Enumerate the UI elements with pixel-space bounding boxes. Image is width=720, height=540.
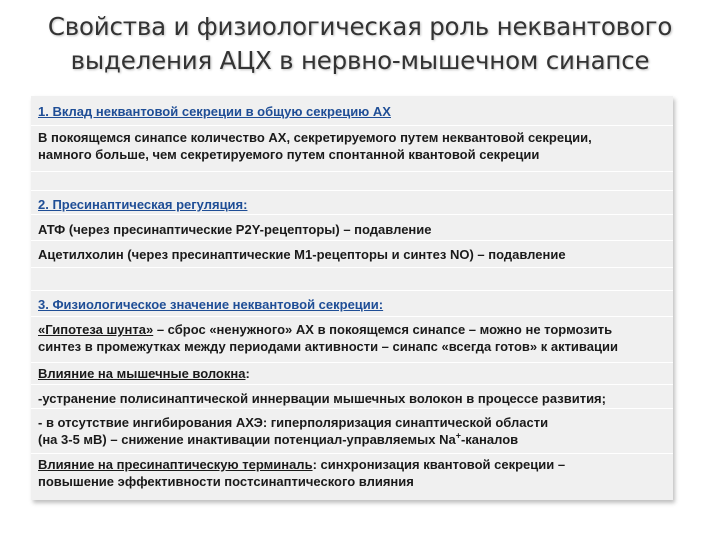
row-divider — [31, 290, 673, 291]
shunt-hypothesis-line-2: синтез в промежутках между периодами активности – синапс «всегда готов» к активации — [38, 339, 618, 354]
muscle-influence-item-1: -устранение полисинаптической иннервации мышечных волокон в процессе развития; — [38, 391, 606, 406]
muscle-influence-heading — [38, 366, 668, 383]
presynaptic-influence-label: Влияние на пресинаптическую терминаль — [38, 457, 313, 472]
presynaptic-influence-line-2: повышение эффективности постсинаптического влияния — [38, 474, 414, 489]
presynaptic-influence-text: : синхронизация квантовой секреции – — [312, 457, 566, 472]
row-divider — [31, 240, 673, 241]
page-title — [30, 10, 690, 78]
shunt-hypothesis-text: – сброс «ненужного» АХ в покоящемся синапсе – можно не тормозить — [153, 322, 613, 337]
section-3-header: 3. Физиологическое значение неквантовой секреции: — [38, 297, 384, 312]
presynaptic-influence-line-1 — [38, 457, 668, 474]
row-divider — [31, 214, 673, 215]
atp-regulation: АТФ (через пресинаптические Р2Y-рецепторы) – подавление — [38, 222, 432, 237]
muscle-influence-item-2-line-1: - в отсутствие ингибирования АХЭ: гиперполяризация синаптической области — [38, 415, 549, 430]
section-1-text-line-1: В покоящемся синапсе количество АХ, секретируемого путем неквантовой секреции, — [38, 130, 592, 145]
row-divider — [31, 362, 673, 363]
muscle-influence-item-2-text: (на 3-5 мВ) – снижение инактивации потенциал-управляемых Na — [38, 432, 456, 447]
row-divider — [31, 384, 673, 385]
shunt-hypothesis-line-1 — [38, 322, 668, 339]
sodium-charge-superscript: + — [455, 430, 461, 441]
row-divider — [31, 190, 673, 191]
muscle-influence-colon: : — [245, 366, 250, 381]
muscle-influence-item-2-suffix: -каналов — [460, 432, 519, 447]
title-line-1: Свойства и физиологическая роль неквантового — [47, 12, 673, 41]
row-divider — [31, 125, 673, 126]
row-divider — [31, 316, 673, 317]
row-divider — [31, 453, 673, 454]
ach-regulation: Ацетилхолин (через пресинаптические М1-рецепторы и синтез NO) – подавление — [38, 247, 566, 262]
muscle-influence-item-2-line-2 — [38, 432, 668, 449]
row-divider — [31, 267, 673, 268]
section-1-text-line-2: намного больше, чем секретируемого путем спонтанной квантовой секреции — [38, 147, 540, 162]
section-1-header: 1. Вклад неквантовой секреции в общую секрецию АХ — [38, 104, 391, 119]
row-divider — [31, 171, 673, 172]
section-2-header: 2. Пресинаптическая регуляция: — [38, 197, 248, 212]
title-line-2: выделения АЦХ в нервно-мышечном синапсе — [70, 46, 650, 75]
row-divider — [31, 408, 673, 409]
muscle-influence-label: Влияние на мышечные волокна — [38, 366, 246, 381]
shunt-hypothesis-term: «Гипотеза шунта» — [38, 322, 154, 337]
